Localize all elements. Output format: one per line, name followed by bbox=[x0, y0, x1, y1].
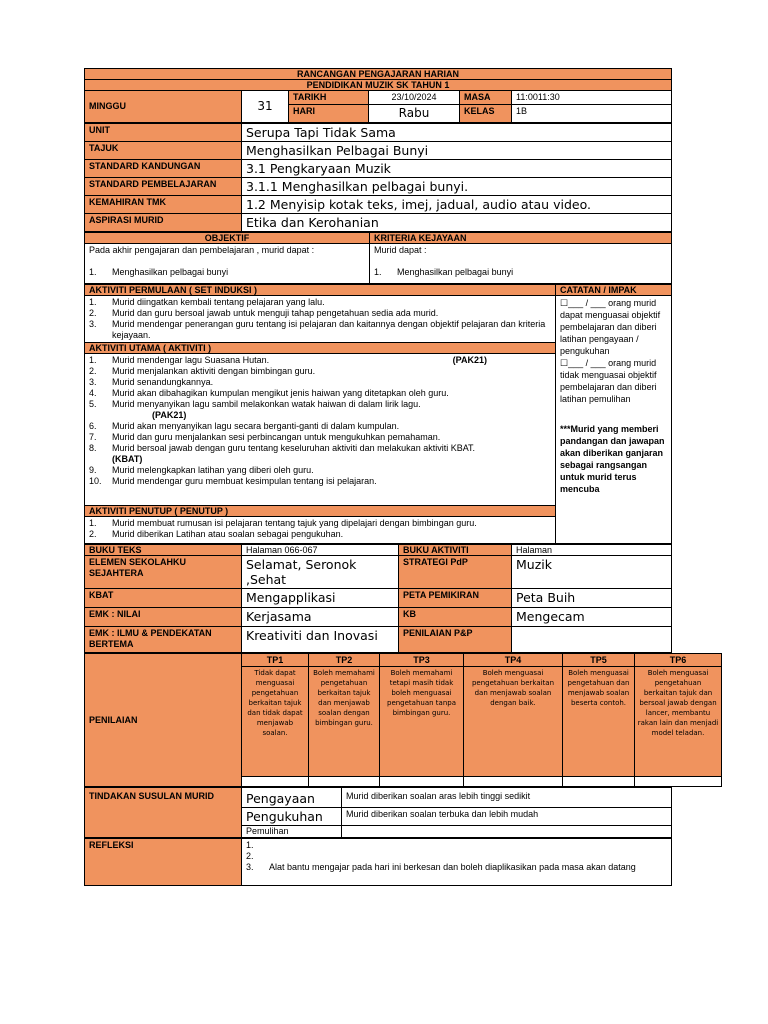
kemahiran-tmk-label: KEMAHIRAN TMK bbox=[85, 196, 242, 214]
unit-label: UNIT bbox=[85, 124, 242, 142]
ilmu-label: EMK : ILMU & PENDEKATAN BERTEMA bbox=[85, 627, 242, 653]
penilaian-pp-label: PENILAIAN P&P bbox=[399, 627, 512, 653]
list-item: 3. Murid mendengar penerangan guru tentang isi pelajaran dan kaitannya dengan objektif pelajaran dan kriteria kejayaan. bbox=[89, 319, 546, 340]
strategi-value[interactable]: Muzik bbox=[512, 556, 672, 589]
tarikh-label: TARIKH bbox=[289, 91, 369, 105]
aspirasi-murid-value[interactable]: Etika dan Kerohanian bbox=[242, 214, 672, 232]
elemen-value[interactable]: Selamat, Seronok ,Sehat bbox=[242, 556, 399, 589]
pemulihan-desc[interactable] bbox=[342, 826, 672, 838]
penilaian-table bbox=[84, 653, 722, 787]
list-item: 7. Murid dan guru menjalankan sesi perbincangan untuk mengukuhkan pemahaman. bbox=[89, 432, 441, 442]
tp6-desc: Boleh menguasai pengetahuan berkaitan tajuk dan bersoal jawab dengan lancer, membantu rakan lain dan menjadi model teladan. bbox=[635, 667, 722, 777]
aktiviti-table bbox=[84, 284, 672, 544]
masa-value[interactable]: 11:0011:30 bbox=[512, 91, 672, 105]
kriteria-heading: KRITERIA KEJAYAAN bbox=[370, 233, 672, 244]
fields-table bbox=[84, 123, 672, 232]
penutup-content bbox=[85, 517, 556, 544]
ilmu-value[interactable]: Kreativiti dan Inovasi bbox=[242, 627, 399, 653]
pengukuhan-label[interactable]: Pengukuhan bbox=[242, 808, 342, 826]
page-title: RANCANGAN PENGAJARAN HARIAN bbox=[85, 69, 672, 80]
objektif-intro: Pada akhir pengajaran dan pembelajaran , murid dapat : bbox=[89, 245, 315, 255]
utama-heading: AKTIVITI UTAMA ( AKTIVITI ) bbox=[85, 343, 556, 354]
tajuk-label: TAJUK bbox=[85, 142, 242, 160]
buku-aktiviti-value[interactable]: Halaman bbox=[512, 545, 672, 556]
list-item: 2. bbox=[246, 851, 254, 861]
minggu-value[interactable]: 31 bbox=[242, 91, 289, 123]
kbat-label: KBAT bbox=[85, 589, 242, 608]
elemen-label: ELEMEN SEKOLAHKU SEJAHTERA bbox=[85, 556, 242, 589]
tp3-heading: TP3 bbox=[380, 654, 464, 667]
tp3-desc: Boleh memahami tetapi masih tidak boleh menguasai pengetahuan tanpa bimbingan guru. bbox=[380, 667, 464, 777]
kriteria-item[interactable]: Menghasilkan pelbagai bunyi bbox=[397, 267, 514, 277]
standard-kandungan-value[interactable]: 3.1 Pengkaryaan Muzik bbox=[242, 160, 672, 178]
penilaian-label: PENILAIAN bbox=[85, 654, 242, 787]
aspirasi-murid-label: ASPIRASI MURID bbox=[85, 214, 242, 232]
tp4-heading: TP4 bbox=[464, 654, 563, 667]
susulan-table bbox=[84, 787, 672, 838]
hari-value[interactable]: Rabu bbox=[369, 105, 460, 123]
list-item: 8. Murid bersoal jawab dengan guru tentang keseluruhan aktiviti dan melakukan aktiviti KBAT. (KBAT) bbox=[89, 443, 476, 464]
unit-value[interactable]: Serupa Tapi Tidak Sama bbox=[242, 124, 672, 142]
refleksi-table bbox=[84, 838, 672, 886]
strategi-label: STRATEGI PdP bbox=[399, 556, 512, 589]
catatan-line-1: ☐___ / ___ orang murid dapat menguasai objektif pembelajaran dan diberi latihan pengayaan / pengukuhan bbox=[560, 298, 661, 356]
tp1-desc: Tidak dapat menguasai pengetahuan berkaitan tajuk dan tidak dapat menjawab soalan. bbox=[242, 667, 309, 777]
list-item: 1. bbox=[246, 840, 254, 850]
catatan-line-3: ***Murid yang memberi pandangan dan jawapan akan diberikan ganjaran sebagai rangsangan untuk murid terus mencuba bbox=[560, 424, 665, 494]
list-item: 2. Murid menjalankan aktiviti dengan bimbingan guru. bbox=[89, 366, 316, 376]
resources-table bbox=[84, 544, 672, 653]
refleksi-label: REFLEKSI bbox=[85, 839, 242, 886]
buku-teks-value[interactable]: Halaman 066-067 bbox=[242, 545, 399, 556]
list-item: 4. Murid akan dibahagikan kumpulan mengikut jenis haiwan yang ditetapkan oleh guru. bbox=[89, 388, 449, 398]
pengukuhan-desc[interactable]: Murid diberikan soalan terbuka dan lebih mudah bbox=[342, 808, 672, 826]
buku-teks-label: BUKU TEKS bbox=[85, 545, 242, 556]
permulaan-heading: AKTIVITI PERMULAAN ( SET INDUKSI ) bbox=[85, 285, 556, 296]
kbat-value[interactable]: Mengapplikasi bbox=[242, 589, 399, 608]
tarikh-value[interactable]: 23/10/2024 bbox=[369, 91, 460, 105]
list-item: 10. Murid mendengar guru membuat kesimpulan tentang isi pelajaran. bbox=[89, 476, 377, 486]
list-item: 2. Murid dan guru bersoal jawab untuk menguji tahap pengetahuan sedia ada murid. bbox=[89, 308, 439, 318]
hari-label: HARI bbox=[289, 105, 369, 123]
list-item: 6. Murid akan menyanyikan lagu secara berganti-ganti di dalam kumpulan. bbox=[89, 421, 400, 431]
tp5-desc: Boleh menguasai pengetahuan dan menjawab soalan beserta contoh. bbox=[563, 667, 635, 777]
kriteria-item-num: 1. bbox=[374, 267, 382, 277]
tp2-heading: TP2 bbox=[309, 654, 380, 667]
list-item: 9. Murid melengkapkan latihan yang diberi oleh guru. bbox=[89, 465, 314, 475]
pengayaan-desc[interactable]: Murid diberikan soalan aras lebih tinggi sedikit bbox=[342, 788, 672, 808]
buku-aktiviti-label: BUKU AKTIVITI bbox=[399, 545, 512, 556]
list-item: 1. Murid mendengar lagu Suasana Hutan. (PAK21) bbox=[89, 355, 487, 365]
list-item: 1. Murid diingatkan kembali tentang pelajaran yang lalu. bbox=[89, 297, 325, 307]
pak21-tag: (PAK21) bbox=[452, 355, 487, 365]
kbat-tag: (KBAT) bbox=[112, 454, 143, 464]
list-item: 1. Murid membuat rumusan isi pelajaran tentang tajuk yang dipelajari dengan bimbingan guru. bbox=[89, 518, 477, 528]
catatan-content[interactable] bbox=[556, 296, 672, 544]
masa-label: MASA bbox=[460, 91, 512, 105]
permulaan-content bbox=[85, 296, 556, 343]
refleksi-content[interactable] bbox=[242, 839, 672, 886]
list-item: 5. Murid menyanyikan lagu sambil melakonkan watak haiwan di dalam lirik lagu. (PAK21) bbox=[89, 399, 421, 420]
standard-pembelajaran-label: STANDARD PEMBELAJARAN bbox=[85, 178, 242, 196]
standard-kandungan-label: STANDARD KANDUNGAN bbox=[85, 160, 242, 178]
list-item: 2. Murid diberikan Latihan atau soalan sebagai pengukuhan. bbox=[89, 529, 344, 539]
pemulihan-label[interactable]: Pemulihan bbox=[242, 826, 342, 838]
peta-label: PETA PEMIKIRAN bbox=[399, 589, 512, 608]
pak21-tag: (PAK21) bbox=[152, 410, 187, 420]
penilaian-pp-value[interactable] bbox=[512, 627, 672, 653]
page-subtitle: PENDIDIKAN MUZIK SK TAHUN 1 bbox=[85, 80, 672, 91]
objektif-heading: OBJEKTIF bbox=[85, 233, 370, 244]
minggu-label: MINGGU bbox=[85, 91, 242, 123]
kriteria-content bbox=[370, 244, 672, 284]
tp2-desc: Boleh memahami pengetahuan berkaitan tajuk dan menjawab soalan dengan bimbingan guru. bbox=[309, 667, 380, 777]
tp5-heading: TP5 bbox=[563, 654, 635, 667]
objektif-item-num: 1. bbox=[89, 267, 97, 277]
tp3-check[interactable] bbox=[380, 777, 464, 787]
kriteria-intro: Murid dapat : bbox=[374, 245, 427, 255]
utama-content bbox=[85, 354, 556, 506]
pengayaan-label[interactable]: Pengayaan bbox=[242, 788, 342, 808]
susulan-label: TINDAKAN SUSULAN MURID bbox=[85, 788, 242, 838]
kelas-value[interactable]: 1B bbox=[512, 105, 672, 123]
tp4-check[interactable] bbox=[464, 777, 563, 787]
lesson-plan-sheet bbox=[84, 68, 719, 886]
nilai-value[interactable]: Kerjasama bbox=[242, 608, 399, 627]
tp2-check[interactable] bbox=[309, 777, 380, 787]
nilai-label: EMK : NILAI bbox=[85, 608, 242, 627]
tp1-heading: TP1 bbox=[242, 654, 309, 667]
standard-pembelajaran-value[interactable]: 3.1.1 Menghasilkan pelbagai bunyi. bbox=[242, 178, 672, 196]
tp5-check[interactable] bbox=[563, 777, 635, 787]
tp6-check[interactable] bbox=[635, 777, 722, 787]
list-item: 3. Murid senandungkannya. bbox=[89, 377, 214, 387]
kb-label: KB bbox=[399, 608, 512, 627]
catatan-heading: CATATAN / IMPAK bbox=[556, 285, 672, 296]
tp6-heading: TP6 bbox=[635, 654, 722, 667]
catatan-line-2: ☐___ / ___ orang murid tidak menguasai objektif pembelajaran dan diberi latihan pemulihan bbox=[560, 358, 657, 404]
tp4-desc: Boleh menguasai pengetahuan berkaitan dan menjawab soalan dengan baik. bbox=[464, 667, 563, 777]
objektif-table bbox=[84, 232, 672, 284]
kb-value[interactable]: Mengecam bbox=[512, 608, 672, 627]
header-table bbox=[84, 68, 672, 123]
objektif-content bbox=[85, 244, 370, 284]
list-item: 3. Alat bantu mengajar pada hari ini berkesan dan boleh diaplikasikan pada masa akan datang bbox=[246, 862, 636, 872]
tp1-check[interactable] bbox=[242, 777, 309, 787]
objektif-item[interactable]: Menghasilkan pelbagai bunyi bbox=[112, 267, 229, 277]
peta-value[interactable]: Peta Buih bbox=[512, 589, 672, 608]
tajuk-value[interactable]: Menghasilkan Pelbagai Bunyi bbox=[242, 142, 672, 160]
kelas-label: KELAS bbox=[460, 105, 512, 123]
penutup-heading: AKTIVITI PENUTUP ( PENUTUP ) bbox=[85, 506, 556, 517]
kemahiran-tmk-value[interactable]: 1.2 Menyisip kotak teks, imej, jadual, audio atau video. bbox=[242, 196, 672, 214]
